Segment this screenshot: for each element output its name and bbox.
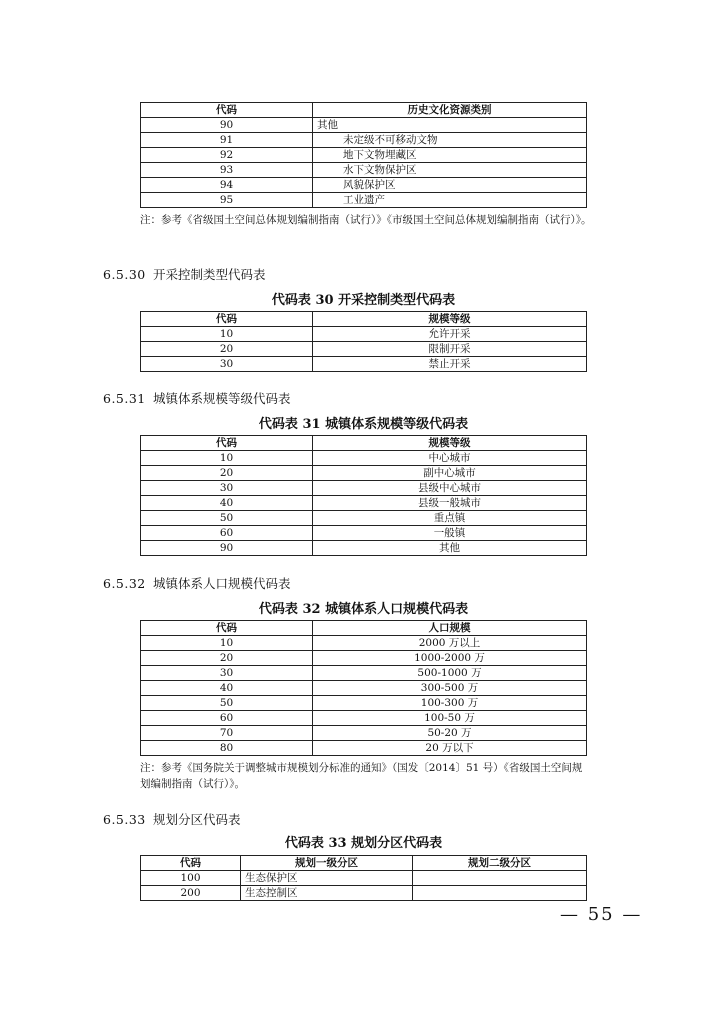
cell-code: 100 bbox=[141, 871, 241, 886]
table-row bbox=[141, 636, 587, 651]
table-caption: 代码表 30 开采控制类型代码表 bbox=[271, 293, 456, 308]
section-heading bbox=[103, 574, 291, 592]
table-caption: 代码表 33 规划分区代码表 bbox=[284, 836, 443, 851]
section-heading bbox=[103, 265, 266, 283]
cell-level: 允许开采 bbox=[313, 327, 587, 342]
cell-population: 300-500 万 bbox=[313, 681, 587, 696]
cell-secondary-zone bbox=[413, 871, 587, 886]
cell-code: 80 bbox=[141, 741, 313, 756]
section-heading bbox=[103, 389, 291, 407]
cell-secondary-zone bbox=[413, 886, 587, 901]
cell-level: 重点镇 bbox=[313, 511, 587, 526]
header-population: 人口规模 bbox=[313, 621, 587, 636]
table-header-row bbox=[141, 312, 587, 327]
table-row bbox=[141, 696, 587, 711]
header-code: 代码 bbox=[141, 103, 313, 118]
table-row bbox=[141, 541, 587, 556]
cell-code: 90 bbox=[141, 118, 313, 133]
header-code: 代码 bbox=[141, 436, 313, 451]
section-title: 城镇体系人口规模代码表 bbox=[153, 576, 291, 591]
table-note: 注：参考《省级国土空间总体规划编制指南（试行）》《市级国土空间总体规划编制指南（试行）》。 bbox=[140, 214, 592, 226]
section-heading bbox=[103, 810, 241, 828]
cell-level: 副中心城市 bbox=[313, 466, 587, 481]
table-planning-zones bbox=[140, 855, 587, 901]
cell-category: 工业遗产 bbox=[313, 193, 587, 208]
cell-code: 50 bbox=[141, 696, 313, 711]
table-header-row bbox=[141, 621, 587, 636]
table-historic-resources bbox=[140, 102, 587, 208]
table-row bbox=[141, 726, 587, 741]
table-row bbox=[141, 526, 587, 541]
cell-code: 60 bbox=[141, 711, 313, 726]
table-row bbox=[141, 466, 587, 481]
table-note: 注：参考《国务院关于调整城市规模划分标准的通知》（国发〔2014〕51 号）《省级国土空间规划编制指南（试行）》。 bbox=[140, 762, 583, 790]
table-caption: 代码表 32 城镇体系人口规模代码表 bbox=[258, 602, 469, 617]
table-row bbox=[141, 327, 587, 342]
cell-code: 40 bbox=[141, 681, 313, 696]
cell-code: 95 bbox=[141, 193, 313, 208]
table-row bbox=[141, 342, 587, 357]
header-level: 规模等级 bbox=[313, 312, 587, 327]
table-row bbox=[141, 178, 587, 193]
cell-population: 100-300 万 bbox=[313, 696, 587, 711]
table-header-row bbox=[141, 856, 587, 871]
cell-category: 其他 bbox=[313, 118, 587, 133]
table-row bbox=[141, 357, 587, 372]
cell-code: 50 bbox=[141, 511, 313, 526]
table-mining-control bbox=[140, 311, 587, 372]
cell-code: 70 bbox=[141, 726, 313, 741]
cell-level: 一般镇 bbox=[313, 526, 587, 541]
cell-code: 10 bbox=[141, 451, 313, 466]
cell-primary-zone: 生态保护区 bbox=[241, 871, 413, 886]
section-title: 城镇体系规模等级代码表 bbox=[153, 391, 291, 406]
header-level: 规模等级 bbox=[313, 436, 587, 451]
table-urban-scale-level bbox=[140, 435, 587, 556]
section-number: 6.5.32 bbox=[103, 576, 146, 591]
cell-level: 限制开采 bbox=[313, 342, 587, 357]
header-secondary-zone: 规划二级分区 bbox=[413, 856, 587, 871]
table-row bbox=[141, 193, 587, 208]
table-header-row bbox=[141, 103, 587, 118]
cell-level: 中心城市 bbox=[313, 451, 587, 466]
table-caption: 代码表 31 城镇体系规模等级代码表 bbox=[258, 417, 469, 432]
table-row bbox=[141, 118, 587, 133]
table-row bbox=[141, 871, 587, 886]
table-population-scale bbox=[140, 620, 587, 756]
table-row bbox=[141, 148, 587, 163]
cell-category: 风貌保护区 bbox=[313, 178, 587, 193]
cell-population: 20 万以下 bbox=[313, 741, 587, 756]
cell-code: 10 bbox=[141, 636, 313, 651]
cell-population: 100-50 万 bbox=[313, 711, 587, 726]
cell-code: 91 bbox=[141, 133, 313, 148]
cell-code: 10 bbox=[141, 327, 313, 342]
table-row bbox=[141, 681, 587, 696]
cell-code: 92 bbox=[141, 148, 313, 163]
header-code: 代码 bbox=[141, 621, 313, 636]
header-code: 代码 bbox=[141, 312, 313, 327]
section-number: 6.5.31 bbox=[103, 391, 146, 406]
cell-category: 地下文物埋藏区 bbox=[313, 148, 587, 163]
cell-code: 20 bbox=[141, 466, 313, 481]
cell-code: 30 bbox=[141, 357, 313, 372]
table-row bbox=[141, 886, 587, 901]
section-title: 开采控制类型代码表 bbox=[153, 267, 266, 282]
cell-code: 94 bbox=[141, 178, 313, 193]
table-row bbox=[141, 741, 587, 756]
cell-code: 200 bbox=[141, 886, 241, 901]
table-row bbox=[141, 451, 587, 466]
cell-category: 水下文物保护区 bbox=[313, 163, 587, 178]
cell-population: 2000 万以上 bbox=[313, 636, 587, 651]
table-row bbox=[141, 511, 587, 526]
table-row bbox=[141, 163, 587, 178]
page-number: — 55 — bbox=[560, 904, 643, 925]
table-header-row bbox=[141, 436, 587, 451]
cell-code: 90 bbox=[141, 541, 313, 556]
cell-code: 20 bbox=[141, 651, 313, 666]
table-row bbox=[141, 133, 587, 148]
table-row bbox=[141, 666, 587, 681]
cell-level: 其他 bbox=[313, 541, 587, 556]
cell-level: 县级一般城市 bbox=[313, 496, 587, 511]
cell-level: 县级中心城市 bbox=[313, 481, 587, 496]
table-row bbox=[141, 651, 587, 666]
table-row bbox=[141, 481, 587, 496]
cell-level: 禁止开采 bbox=[313, 357, 587, 372]
cell-population: 50-20 万 bbox=[313, 726, 587, 741]
cell-code: 93 bbox=[141, 163, 313, 178]
cell-code: 20 bbox=[141, 342, 313, 357]
cell-primary-zone: 生态控制区 bbox=[241, 886, 413, 901]
cell-category: 未定级不可移动文物 bbox=[313, 133, 587, 148]
header-code: 代码 bbox=[141, 856, 241, 871]
section-title: 规划分区代码表 bbox=[153, 812, 241, 827]
header-primary-zone: 规划一级分区 bbox=[241, 856, 413, 871]
cell-population: 500-1000 万 bbox=[313, 666, 587, 681]
cell-population: 1000-2000 万 bbox=[313, 651, 587, 666]
section-number: 6.5.33 bbox=[103, 812, 146, 827]
section-number: 6.5.30 bbox=[103, 267, 146, 282]
table-row bbox=[141, 711, 587, 726]
cell-code: 60 bbox=[141, 526, 313, 541]
table-row bbox=[141, 496, 587, 511]
cell-code: 40 bbox=[141, 496, 313, 511]
cell-code: 30 bbox=[141, 666, 313, 681]
header-category: 历史文化资源类别 bbox=[313, 103, 587, 118]
cell-code: 30 bbox=[141, 481, 313, 496]
